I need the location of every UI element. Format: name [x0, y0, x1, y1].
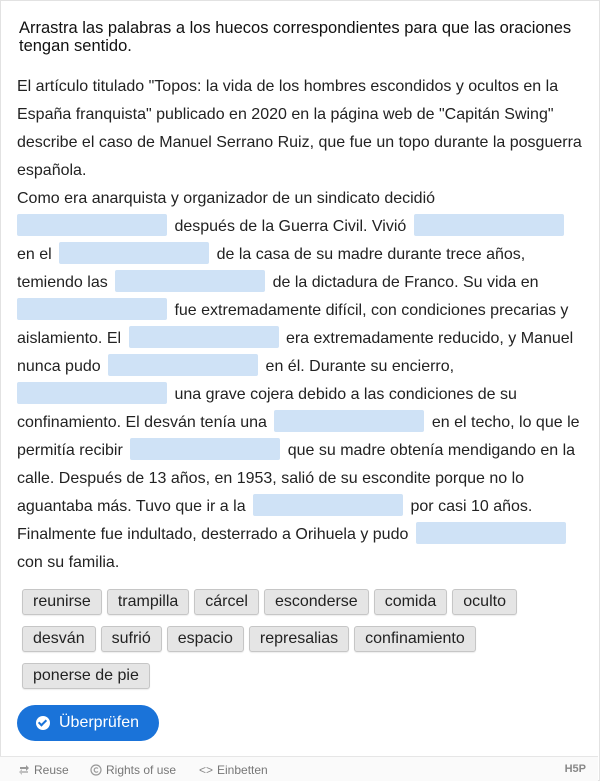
- reuse-label: Reuse: [34, 763, 69, 777]
- drop-zone-4[interactable]: [115, 270, 265, 292]
- text-segment: en el techo, lo que le permitía recibir: [17, 414, 580, 459]
- drop-zone-5[interactable]: [17, 298, 167, 320]
- text-segment: de la casa de su madre durante trece años, temiendo las: [17, 246, 526, 291]
- text-segment: en él. Durante su encierro,: [265, 358, 455, 375]
- draggable-word[interactable]: esconderse: [264, 589, 369, 615]
- drop-zone-1[interactable]: [17, 214, 167, 236]
- drop-zone-8[interactable]: [17, 382, 167, 404]
- text-segment: fue extremadamente difícil, con condiciones precarias y aislamiento. El: [17, 302, 569, 347]
- draggable-word[interactable]: represalias: [249, 626, 349, 652]
- drop-zone-2[interactable]: [414, 214, 564, 236]
- drop-zone-9[interactable]: [274, 410, 424, 432]
- h5p-logo[interactable]: H5P: [564, 763, 586, 775]
- embed-label: Einbetten: [217, 763, 268, 777]
- drop-zone-11[interactable]: [253, 494, 403, 516]
- text-segment: con su familia.: [17, 554, 120, 571]
- draggable-word[interactable]: espacio: [167, 626, 244, 652]
- text-segment: que su madre obtenía mendigando en la calle. Después de 13 años, en 1953, salió de su escondite porque no lo aguantaba más. Tuvo que ir a la: [17, 442, 576, 515]
- draggable-word[interactable]: cárcel: [194, 589, 259, 615]
- draggable-word[interactable]: comida: [374, 589, 448, 615]
- text-segment: de la dictadura de Franco. Su vida en: [272, 274, 539, 291]
- text-segment: en el: [17, 246, 52, 263]
- embed-link[interactable]: [199, 763, 268, 777]
- text-segment: después de la Guerra Civil. Vivió: [174, 218, 407, 235]
- draggable-word[interactable]: oculto: [452, 589, 517, 615]
- code-icon: <>: [199, 763, 214, 777]
- reuse-link[interactable]: [18, 763, 69, 777]
- check-button[interactable]: [17, 705, 159, 741]
- reuse-icon: [18, 764, 30, 776]
- draggable-word[interactable]: reunirse: [22, 589, 102, 615]
- drop-zone-7[interactable]: [108, 354, 258, 376]
- task-instruction: Arrastra las palabras a los huecos correspondientes para que las oraciones tengan sentido.: [19, 19, 572, 55]
- draggable-word[interactable]: trampilla: [107, 589, 189, 615]
- word-bank: [22, 589, 582, 700]
- rights-of-use-link[interactable]: [90, 763, 176, 777]
- intro-paragraph: El artículo titulado "Topos: la vida de los hombres escondidos y ocultos en la España franquista" publicado en 2020 en la página web de "Capitán Swing" describe el caso de Manuel Serrano Ruiz, que fue un topo durante la posguerra española.: [17, 78, 582, 179]
- footer-bar: [0, 756, 598, 781]
- draggable-word[interactable]: confinamiento: [354, 626, 476, 652]
- text-segment: era extremadamente reducido, y Manuel nunca pudo: [17, 330, 574, 375]
- copyright-icon: [90, 764, 102, 776]
- draggable-word[interactable]: desván: [22, 626, 96, 652]
- cloze-text: [17, 73, 587, 577]
- text-segment: Como era anarquista y organizador de un sindicato decidió: [17, 190, 436, 207]
- text-segment: por casi 10 años. Finalmente fue indultado, desterrado a Orihuela y pudo: [17, 498, 533, 543]
- drop-zone-12[interactable]: [416, 522, 566, 544]
- cloze-paragraph: [17, 185, 587, 577]
- check-button-label: Überprüfen: [59, 714, 140, 731]
- check-circle-icon: [36, 716, 50, 730]
- rights-of-use-label: Rights of use: [106, 763, 177, 777]
- draggable-word[interactable]: sufrió: [101, 626, 162, 652]
- drop-zone-10[interactable]: [130, 438, 280, 460]
- text-segment: una grave cojera debido a las condiciones de su confinamiento. El desván tenía una: [17, 386, 517, 431]
- drop-zone-3[interactable]: [59, 242, 209, 264]
- drop-zone-6[interactable]: [129, 326, 279, 348]
- draggable-word[interactable]: ponerse de pie: [22, 663, 150, 689]
